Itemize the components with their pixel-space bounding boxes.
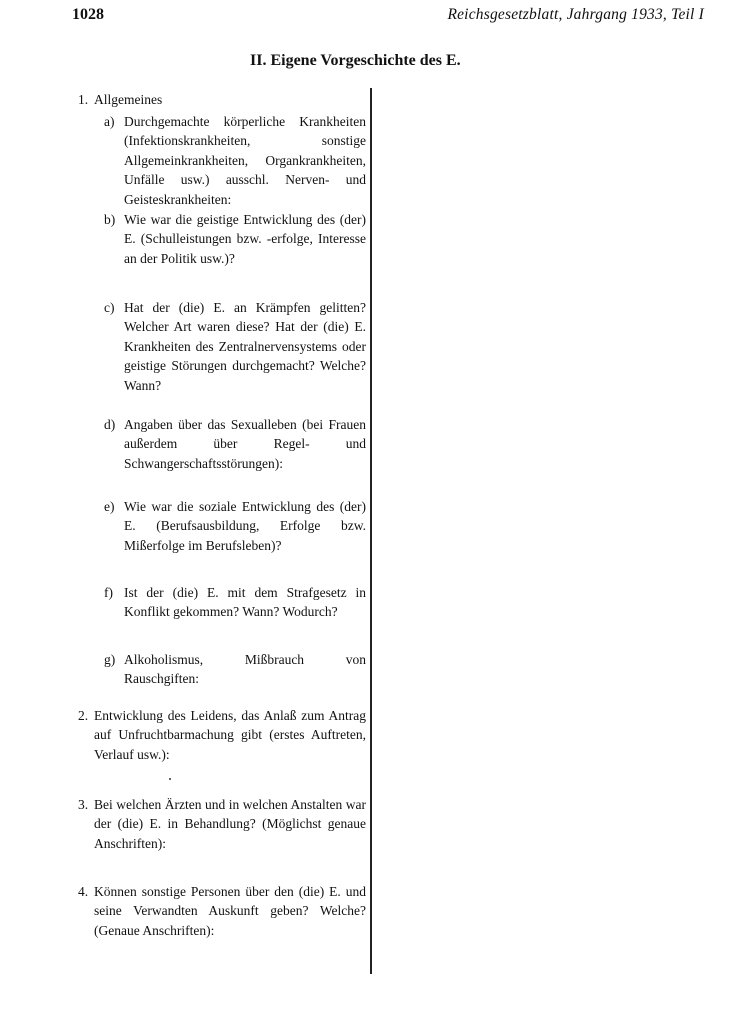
- question-number: 1.: [78, 92, 89, 107]
- question-text: Angaben über das Sexualleben (bei Frauen außerdem über Regel- und Schwangerschaftsstörungen):: [124, 417, 366, 471]
- question-text: Alkoholismus, Mißbrauch von Rauschgiften:: [124, 652, 366, 687]
- running-head: Reichsgesetzblatt, Jahrgang 1933, Teil I: [447, 6, 704, 23]
- question-1e: [104, 497, 366, 555]
- question-1a: [104, 112, 366, 209]
- question-letter: b): [104, 212, 116, 227]
- question-letter: f): [104, 585, 113, 600]
- stray-mark: [169, 778, 171, 780]
- question-1f: [104, 583, 366, 622]
- question-text: Entwicklung des Leidens, das Anlaß zum Antrag auf Unfruchtbarmachung gibt (erstes Auftreten, Verlauf usw.):: [94, 708, 366, 762]
- page-header: [72, 6, 704, 28]
- question-1g: [104, 650, 366, 689]
- question-letter: c): [104, 300, 115, 315]
- question-letter: d): [104, 417, 116, 432]
- answer-column-divider: [370, 88, 372, 974]
- question-1d: [104, 415, 366, 473]
- question-1c: [104, 298, 366, 395]
- question-4: [78, 882, 366, 940]
- question-text: Wie war die geistige Entwicklung des (der) E. (Schulleistungen bzw. -erfolge, Interesse an der Politik usw.)?: [124, 212, 366, 266]
- question-letter: e): [104, 499, 115, 514]
- question-number: 3.: [78, 797, 89, 812]
- question-1-general: [78, 90, 162, 109]
- question-1b: [104, 210, 366, 268]
- section-title: II. Eigene Vorgeschichte des E.: [250, 52, 461, 69]
- question-2: [78, 706, 366, 764]
- question-text: Wie war die soziale Entwicklung des (der) E. (Berufsausbildung, Erfolge bzw. Mißerfolge im Berufsleben)?: [124, 499, 366, 553]
- question-text: Hat der (die) E. an Krämpfen gelitten? Welcher Art waren diese? Hat der (die) E. Krankheiten des Zentralnervensystems oder geistige Störungen durchgemacht? Welche? Wann?: [124, 300, 366, 393]
- question-3: [78, 795, 366, 853]
- question-number: 4.: [78, 884, 89, 899]
- question-letter: g): [104, 652, 116, 667]
- question-text: Können sonstige Personen über den (die) E. und seine Verwandten Auskunft geben? Welche? (Genaue Anschriften):: [94, 884, 366, 938]
- question-label: Allgemeines: [94, 92, 163, 107]
- question-text: Bei welchen Ärzten und in welchen Anstalten war der (die) E. in Behandlung? (Möglichst genaue Anschriften):: [94, 797, 366, 851]
- question-text: Ist der (die) E. mit dem Strafgesetz in Konflikt gekommen? Wann? Wodurch?: [124, 585, 366, 620]
- question-text: Durchgemachte körperliche Krankheiten (Infektionskrankheiten, sonstige Allgemeinkrankheiten, Organkrankheiten, Unfälle usw.) ausschl. Nerven- und Geisteskrankheiten:: [124, 114, 366, 207]
- question-letter: a): [104, 114, 115, 129]
- question-number: 2.: [78, 708, 89, 723]
- page-number: 1028: [72, 6, 104, 23]
